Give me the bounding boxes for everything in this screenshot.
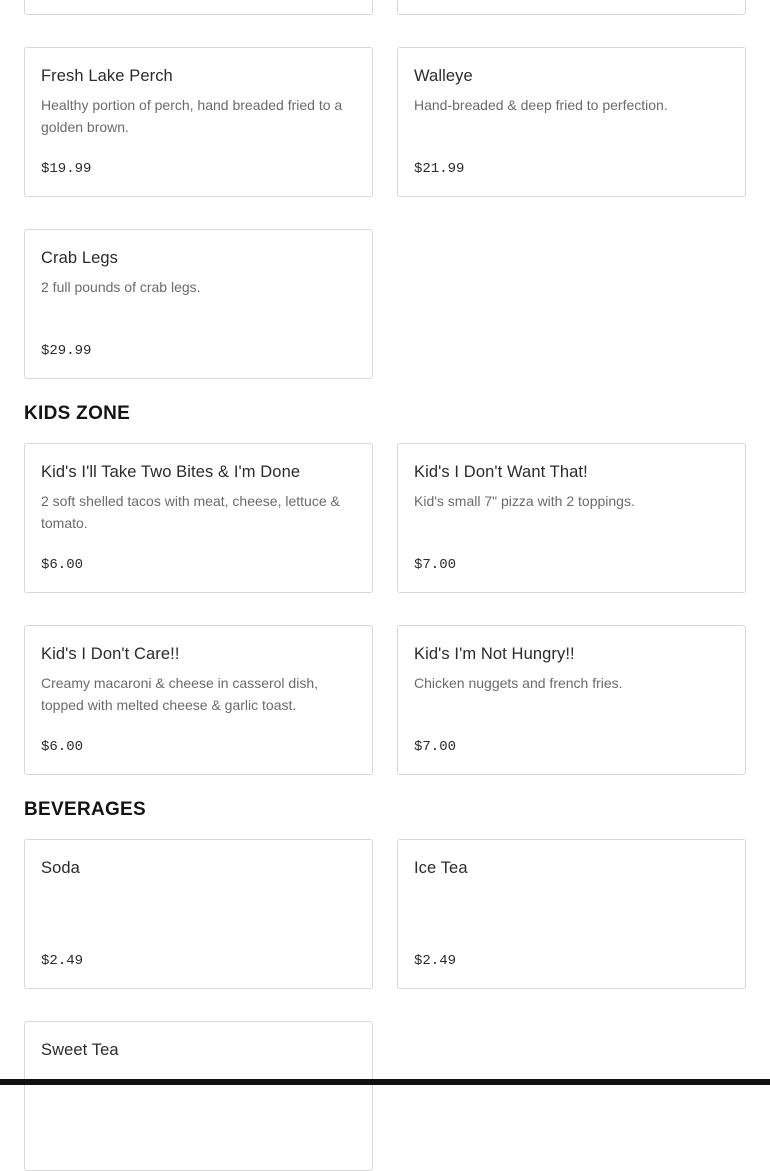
menu-item-name: Soda <box>41 859 80 877</box>
menu-item-card-kids-dont-care[interactable] <box>24 625 373 775</box>
menu-item-card-kids-not-hungry[interactable] <box>397 625 746 775</box>
menu-item-card-soda[interactable] <box>24 839 373 989</box>
section-heading-beverages: BEVERAGES <box>24 799 147 820</box>
menu-item-price: $19.99 <box>41 161 92 177</box>
menu-item-name: Fresh Lake Perch <box>41 67 173 85</box>
menu-item-price: $29.99 <box>41 343 92 359</box>
menu-item-name: Sweet Tea <box>41 1041 119 1059</box>
menu-item-price: $2.49 <box>41 953 84 969</box>
menu-item-price: $7.00 <box>414 557 457 573</box>
menu-item-card-kids-two-bites[interactable] <box>24 443 373 593</box>
menu-item-name: Ice Tea <box>414 859 468 877</box>
menu-item-name: Kid's I Don't Care!! <box>41 645 180 663</box>
menu-item-description: Hand-breaded & deep fried to perfection. <box>414 97 668 113</box>
menu-item-card-walleye[interactable] <box>397 47 746 197</box>
section-heading-kids-zone: KIDS ZONE <box>24 403 131 424</box>
menu-item-name: Kid's I'm Not Hungry!! <box>414 645 575 663</box>
menu-item-description: Healthy portion of perch, hand breaded fried to a golden brown. <box>41 97 343 135</box>
menu-item-price: $2.49 <box>414 953 457 969</box>
menu-item-price: $6.00 <box>41 557 84 573</box>
menu-item-card[interactable] <box>24 0 373 15</box>
menu-item-description: Chicken nuggets and french fries. <box>414 675 623 691</box>
menu-item-name: Walleye <box>414 67 473 85</box>
menu-item-description: Kid's small 7" pizza with 2 toppings. <box>414 493 635 509</box>
menu-item-description: Creamy macaroni & cheese in casserol dish, topped with melted cheese & garlic toast. <box>41 675 319 713</box>
menu-item-card-fresh-lake-perch[interactable] <box>24 47 373 197</box>
menu-item-description: 2 soft shelled tacos with meat, cheese, lettuce & tomato. <box>41 493 340 531</box>
menu-item-name: Crab Legs <box>41 249 119 267</box>
menu-item-description: 2 full pounds of crab legs. <box>41 279 201 295</box>
menu-item-card-kids-dont-want-that[interactable] <box>397 443 746 593</box>
menu-item-price: $7.00 <box>414 739 457 755</box>
menu-item-name: Kid's I'll Take Two Bites & I'm Done <box>41 463 301 481</box>
menu-item-card-sweet-tea[interactable] <box>24 1021 373 1171</box>
menu-item-price: $6.00 <box>41 739 84 755</box>
menu-item-price: $21.99 <box>414 161 465 177</box>
bottom-bar <box>0 1079 770 1085</box>
menu-item-card-crab-legs[interactable] <box>24 229 373 379</box>
menu-item-name: Kid's I Don't Want That! <box>414 463 588 481</box>
menu-item-card[interactable] <box>397 0 746 15</box>
menu-item-card-ice-tea[interactable] <box>397 839 746 989</box>
